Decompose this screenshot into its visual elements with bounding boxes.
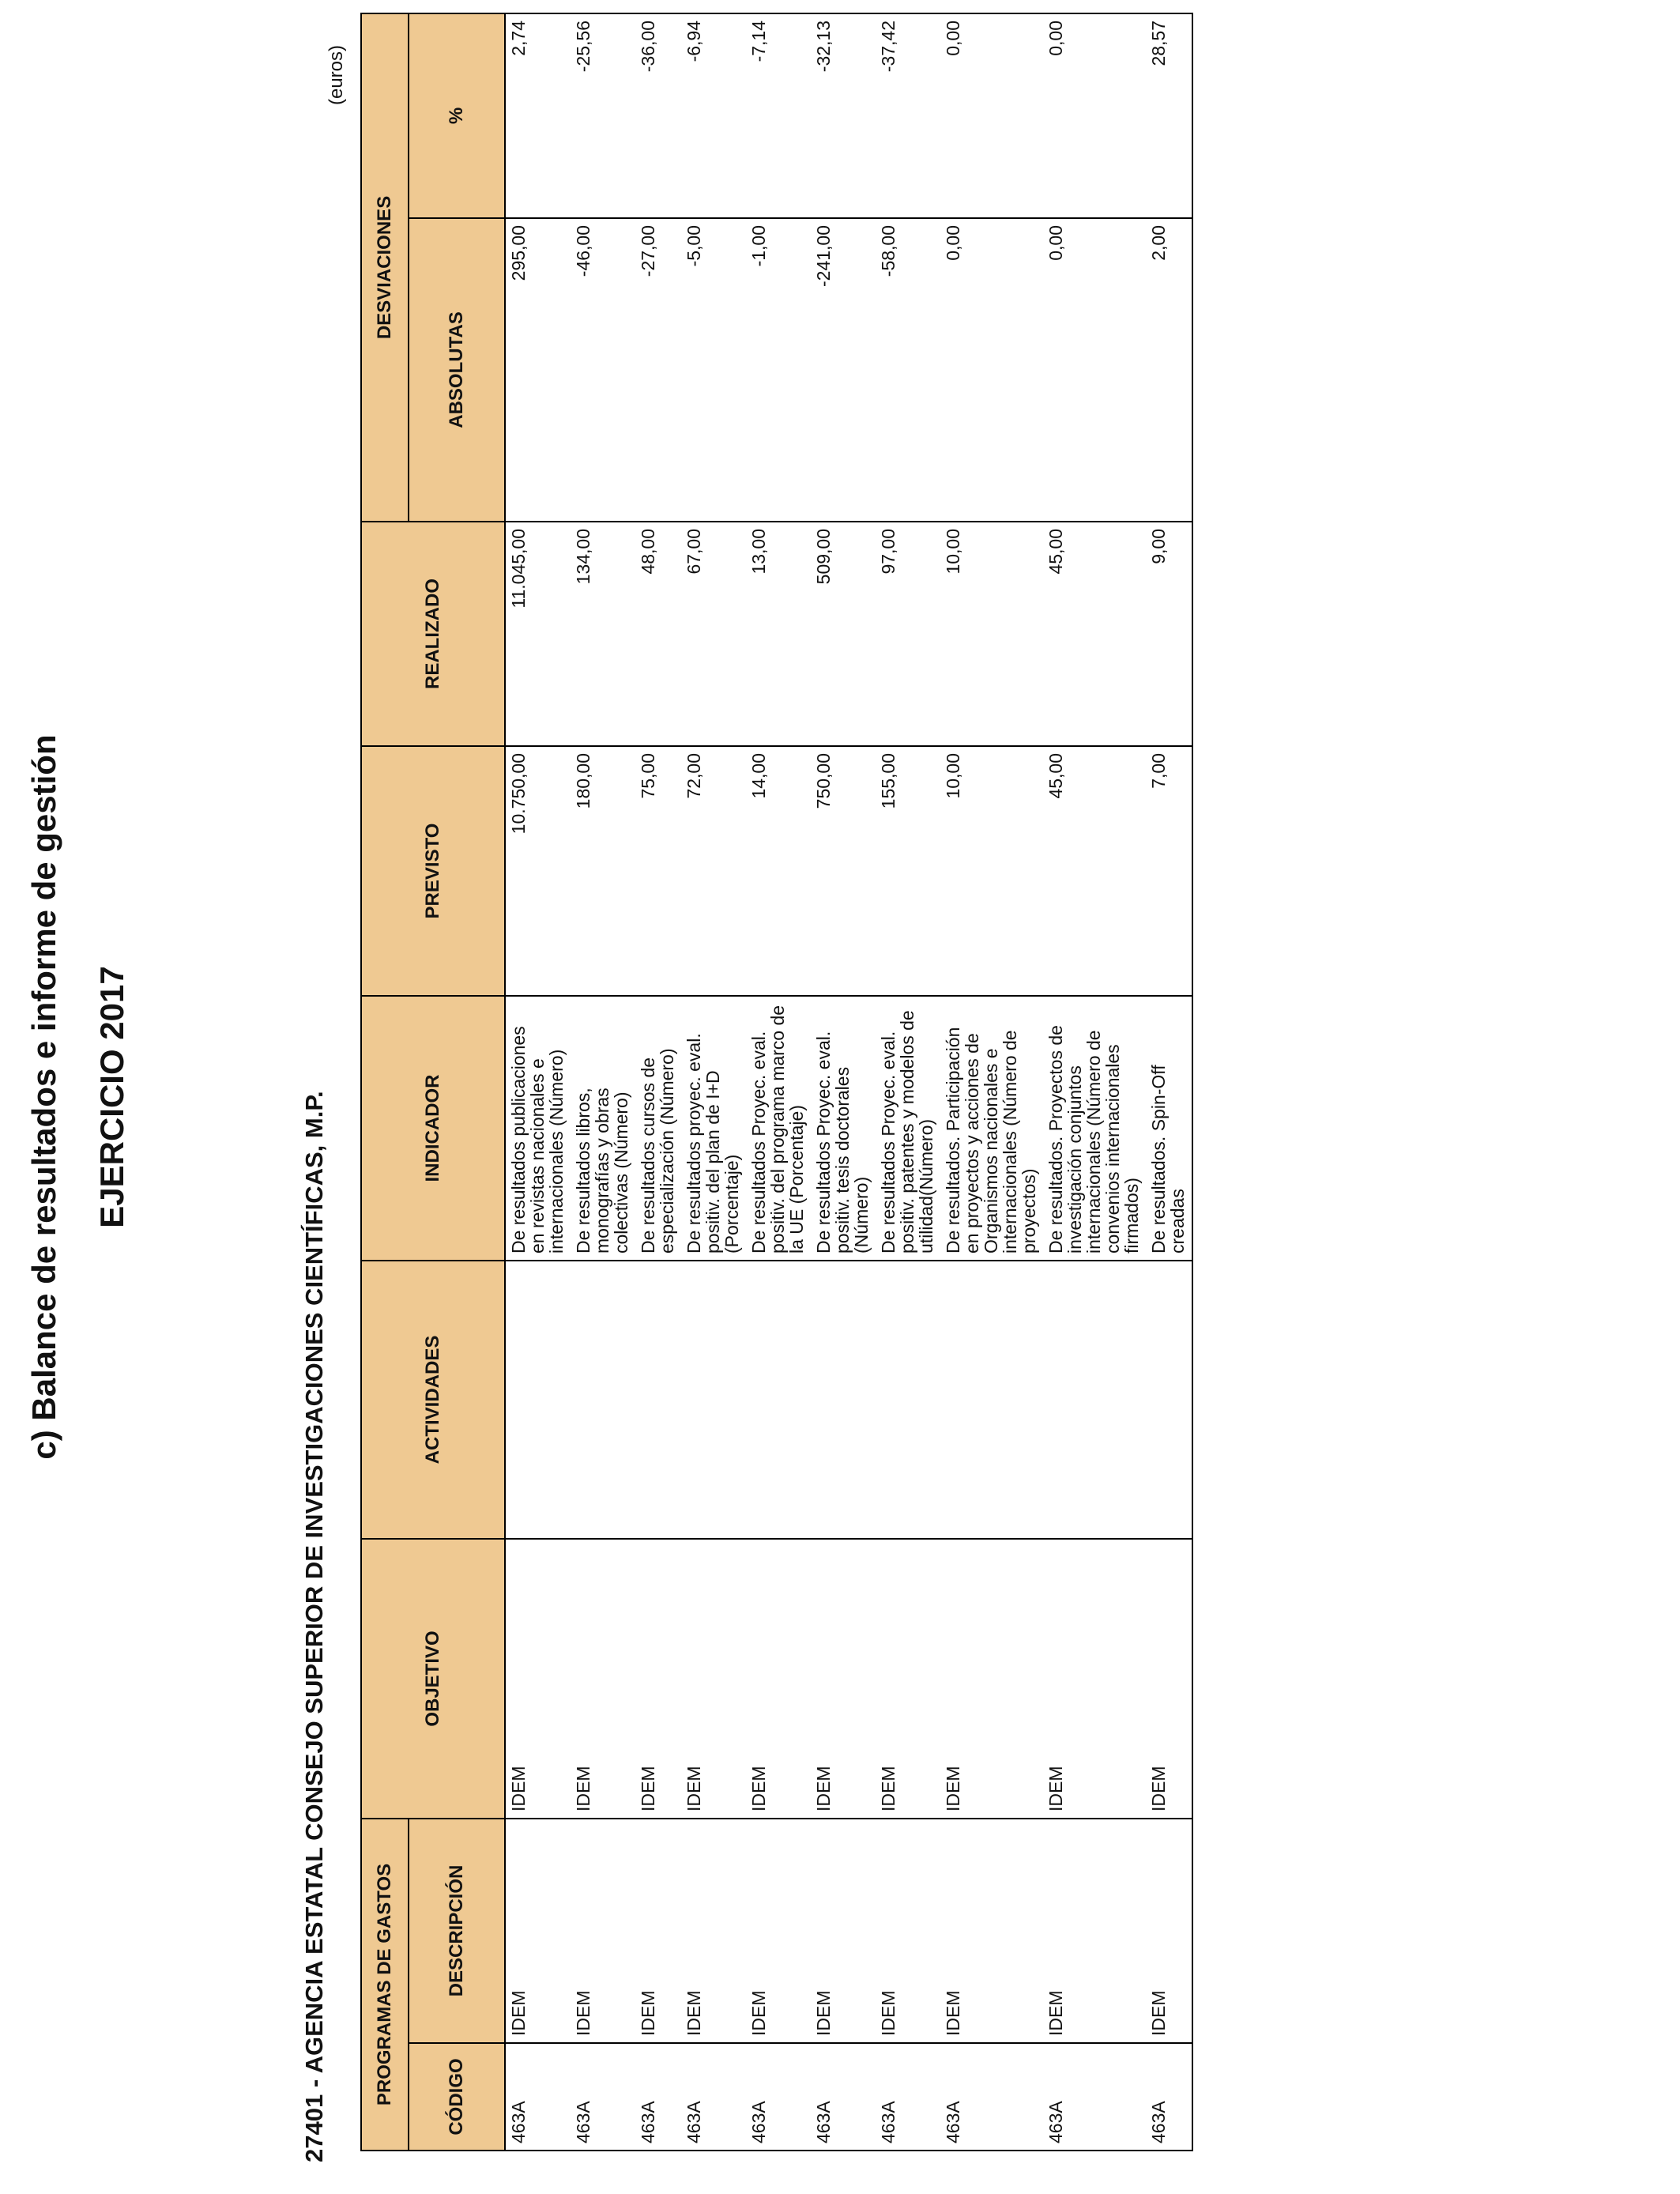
organization-title: 27401 - AGENCIA ESTATAL CONSEJO SUPERIOR DE INVESTIGACIONES CIENTÍFICAS, M.P. <box>300 1091 328 2162</box>
cell-absolutas: -241,00 <box>811 218 876 522</box>
cell-descripcion: IDEM <box>635 1819 681 2043</box>
table-row <box>681 13 746 2151</box>
cell-descripcion: IDEM <box>571 1819 635 2043</box>
cell-objetivo: IDEM <box>505 1539 571 1819</box>
cell-actividades <box>811 1261 876 1539</box>
cell-codigo: 463A <box>811 2043 876 2151</box>
cell-descripcion: IDEM <box>1043 1819 1146 2043</box>
cell-realizado: 134,00 <box>571 522 635 746</box>
col-header-descripcion: DESCRIPCIÓN <box>409 1819 505 2043</box>
cell-actividades <box>940 1261 1043 1539</box>
cell-realizado: 13,00 <box>746 522 811 746</box>
table-row <box>505 13 571 2151</box>
table-row <box>1043 13 1146 2151</box>
cell-realizado: 48,00 <box>635 522 681 746</box>
cell-realizado: 509,00 <box>811 522 876 746</box>
cell-absolutas: -46,00 <box>571 218 635 522</box>
col-header-realizado: REALIZADO <box>361 522 505 746</box>
cell-previsto: 155,00 <box>876 746 940 996</box>
cell-codigo: 463A <box>681 2043 746 2151</box>
cell-pct: -36,00 <box>635 13 681 218</box>
cell-absolutas: 0,00 <box>940 218 1043 522</box>
cell-objetivo: IDEM <box>681 1539 746 1819</box>
table-row <box>876 13 940 2151</box>
cell-previsto: 10,00 <box>940 746 1043 996</box>
cell-previsto: 72,00 <box>681 746 746 996</box>
cell-actividades <box>571 1261 635 1539</box>
cell-codigo: 463A <box>635 2043 681 2151</box>
cell-codigo: 463A <box>746 2043 811 2151</box>
cell-absolutas: -5,00 <box>681 218 746 522</box>
cell-realizado: 11.045,00 <box>505 522 571 746</box>
cell-descripcion: IDEM <box>940 1819 1043 2043</box>
cell-pct: -25,56 <box>571 13 635 218</box>
cell-previsto: 750,00 <box>811 746 876 996</box>
table-row <box>746 13 811 2151</box>
cell-previsto: 180,00 <box>571 746 635 996</box>
table-row <box>940 13 1043 2151</box>
cell-absolutas: -1,00 <box>746 218 811 522</box>
col-header-codigo: CÓDIGO <box>409 2043 505 2151</box>
cell-absolutas: 0,00 <box>1043 218 1146 522</box>
cell-descripcion: IDEM <box>1146 1819 1192 2043</box>
cell-codigo: 463A <box>940 2043 1043 2151</box>
cell-codigo: 463A <box>505 2043 571 2151</box>
col-header-objetivo: OBJETIVO <box>361 1539 505 1819</box>
cell-codigo: 463A <box>1146 2043 1192 2151</box>
cell-realizado: 67,00 <box>681 522 746 746</box>
cell-absolutas: -27,00 <box>635 218 681 522</box>
cell-indicador: De resultados publicaciones en revistas nacionales e internacionales (Número) <box>505 996 571 1261</box>
cell-descripcion: IDEM <box>681 1819 746 2043</box>
cell-indicador: De resultados. Proyectos de investigación conjuntos internacionales (Número de convenios internacionales firmados) <box>1043 996 1146 1261</box>
cell-realizado: 10,00 <box>940 522 1043 746</box>
cell-indicador: De resultados Proyec. eval. positiv. del programa marco de la UE (Porcentaje) <box>746 996 811 1261</box>
table-row <box>1146 13 1192 2151</box>
cell-absolutas: 295,00 <box>505 218 571 522</box>
col-header-actividades: ACTIVIDADES <box>361 1261 505 1539</box>
col-header-indicador: INDICADOR <box>361 996 505 1261</box>
cell-descripcion: IDEM <box>505 1819 571 2043</box>
cell-codigo: 463A <box>1043 2043 1146 2151</box>
col-header-previsto: PREVISTO <box>361 746 505 996</box>
cell-objetivo: IDEM <box>635 1539 681 1819</box>
cell-realizado: 97,00 <box>876 522 940 746</box>
cell-pct: 28,57 <box>1146 13 1192 218</box>
cell-indicador: De resultados Proyec. eval. positiv. patentes y modelos de utilidad(Número) <box>876 996 940 1261</box>
cell-codigo: 463A <box>876 2043 940 2151</box>
cell-pct: 0,00 <box>940 13 1043 218</box>
cell-previsto: 75,00 <box>635 746 681 996</box>
cell-descripcion: IDEM <box>811 1819 876 2043</box>
cell-descripcion: IDEM <box>746 1819 811 2043</box>
cell-pct: -7,14 <box>746 13 811 218</box>
section-heading: c) Balance de resultados e informe de gestión <box>25 734 62 1460</box>
cell-indicador: De resultados libros, monografías y obras colectivas (Número) <box>571 996 635 1261</box>
cell-indicador: De resultados. Participación en proyectos y acciones de Organismos nacionales e internacionales (Número de proyectos) <box>940 996 1043 1261</box>
results-table <box>360 13 1193 2151</box>
cell-objetivo: IDEM <box>1043 1539 1146 1819</box>
cell-previsto: 45,00 <box>1043 746 1146 996</box>
cell-absolutas: 2,00 <box>1146 218 1192 522</box>
cell-actividades <box>635 1261 681 1539</box>
cell-actividades <box>681 1261 746 1539</box>
cell-actividades <box>505 1261 571 1539</box>
cell-objetivo: IDEM <box>1146 1539 1192 1819</box>
table-body <box>505 13 1192 2151</box>
cell-actividades <box>876 1261 940 1539</box>
cell-indicador: De resultados proyec. eval. positiv. del plan de I+D (Porcentaje) <box>681 996 746 1261</box>
cell-descripcion: IDEM <box>876 1819 940 2043</box>
cell-objetivo: IDEM <box>876 1539 940 1819</box>
cell-absolutas: -58,00 <box>876 218 940 522</box>
table-row <box>571 13 635 2151</box>
cell-codigo: 463A <box>571 2043 635 2151</box>
col-header-pct: % <box>409 13 505 218</box>
cell-pct: -37,42 <box>876 13 940 218</box>
col-header-absolutas: ABSOLUTAS <box>409 218 505 522</box>
cell-indicador: De resultados Proyec. eval. positiv. tesis doctorales (Número) <box>811 996 876 1261</box>
cell-actividades <box>1043 1261 1146 1539</box>
cell-realizado: 9,00 <box>1146 522 1192 746</box>
cell-objetivo: IDEM <box>746 1539 811 1819</box>
cell-realizado: 45,00 <box>1043 522 1146 746</box>
cell-previsto: 7,00 <box>1146 746 1192 996</box>
table-row <box>635 13 681 2151</box>
cell-pct: -32,13 <box>811 13 876 218</box>
cell-pct: -6,94 <box>681 13 746 218</box>
cell-actividades <box>746 1261 811 1539</box>
cell-objetivo: IDEM <box>811 1539 876 1819</box>
units-label: (euros) <box>326 44 347 105</box>
cell-pct: 0,00 <box>1043 13 1146 218</box>
group-header-desviaciones: DESVIACIONES <box>361 13 409 522</box>
cell-previsto: 10.750,00 <box>505 746 571 996</box>
cell-actividades <box>1146 1261 1192 1539</box>
cell-indicador: De resultados cursos de especialización (Número) <box>635 996 681 1261</box>
cell-previsto: 14,00 <box>746 746 811 996</box>
table-row <box>811 13 876 2151</box>
cell-pct: 2,74 <box>505 13 571 218</box>
cell-objetivo: IDEM <box>571 1539 635 1819</box>
fiscal-year-heading: EJERCICIO 2017 <box>93 966 130 1228</box>
cell-indicador: De resultados. Spin-Off creadas <box>1146 996 1192 1261</box>
group-header-programas: PROGRAMAS DE GASTOS <box>361 1819 409 2151</box>
cell-objetivo: IDEM <box>940 1539 1043 1819</box>
